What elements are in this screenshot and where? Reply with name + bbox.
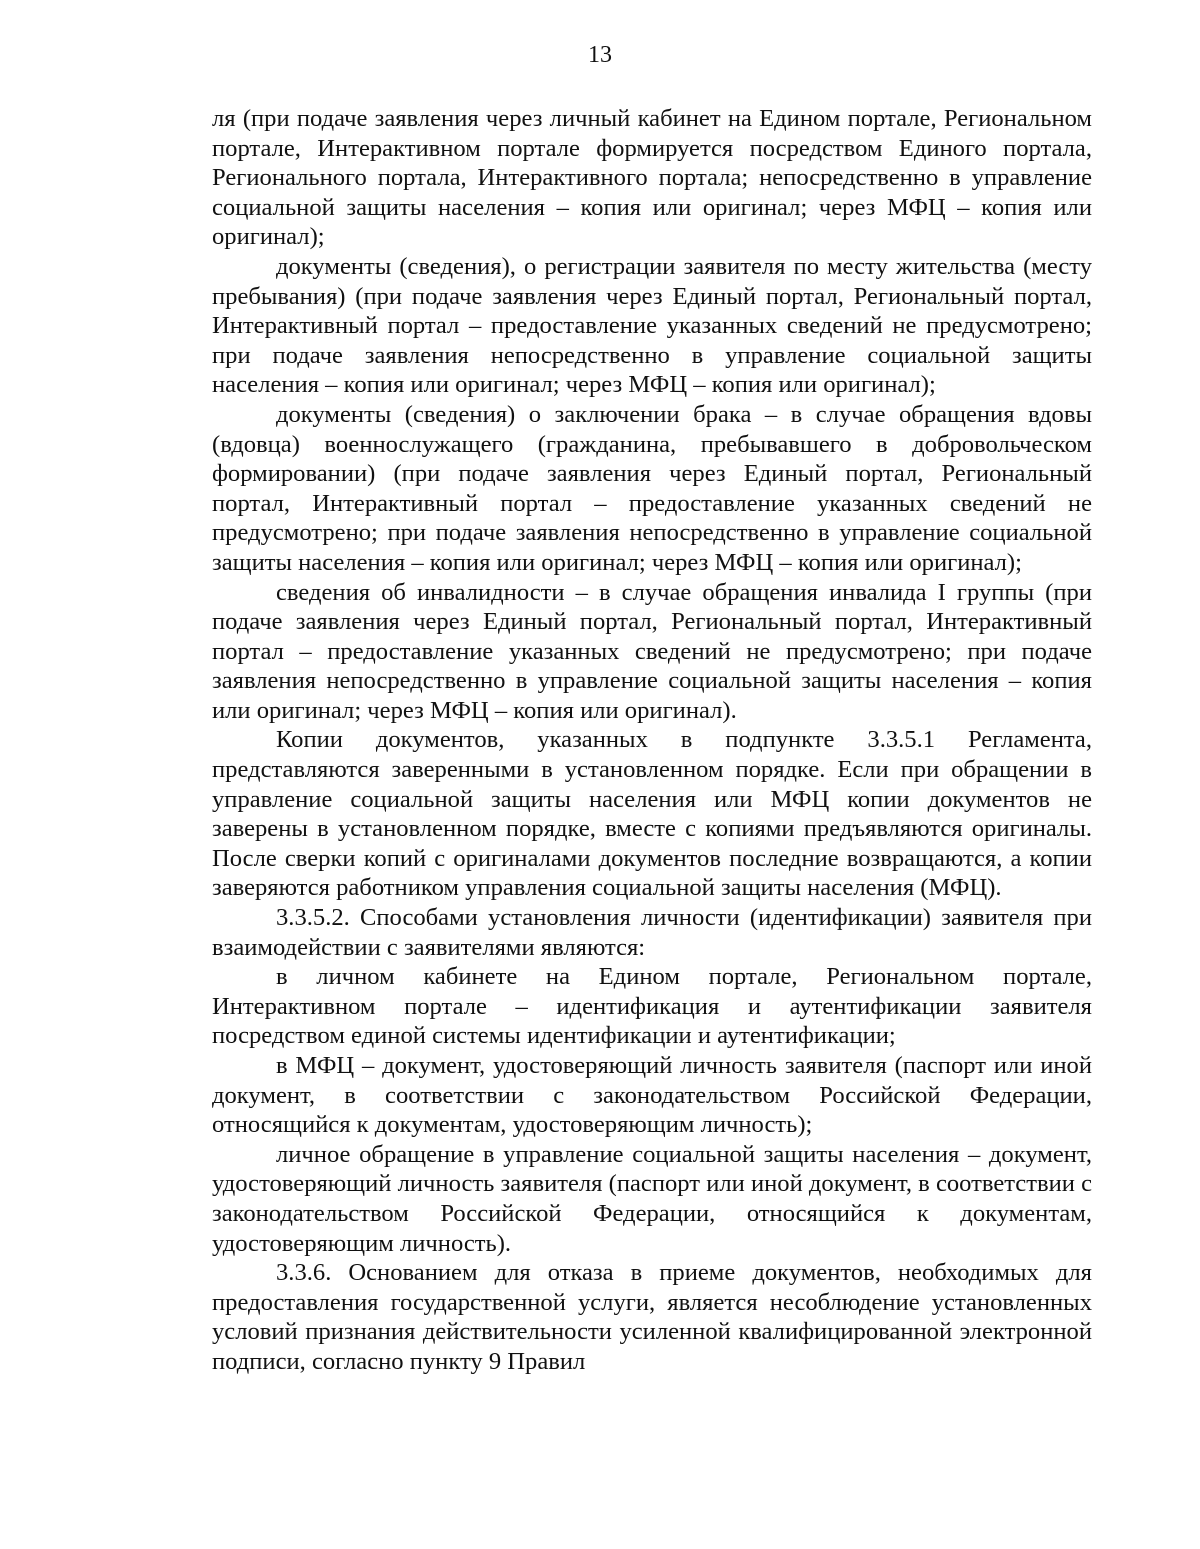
paragraph-5: Копии документов, указанных в подпункте 3.3.5.1 Регламента, представляются заверенными в установленном порядке. Если при обращении в управление социальной защиты населения или МФЦ копии документов не заверены в установленном порядке, вместе с копиями предъявляются оригиналы. После сверки копий с оригиналами документов последние возвращаются, а копии заверяются работником управления социальной защиты населения (МФЦ). (212, 726, 1092, 902)
paragraph-10: 3.3.6. Основанием для отказа в приеме документов, необходимых для предоставления государственной услуги, является несоблюдение установленных условий признания действительности усиленной квалифицированной электронной подписи, согласно пункту 9 Правил (212, 1259, 1092, 1375)
paragraph-4: сведения об инвалидности – в случае обращения инвалида I группы (при подаче заявления через Единый портал, Региональный портал, Интерактивный портал – предоставление указанных сведений не предусмотрено; при подаче заявления непосредственно в управление социальной защиты населения – копия или оригинал; через МФЦ – копия или оригинал). (212, 578, 1092, 724)
document-body (212, 104, 1092, 1377)
paragraph-3: документы (сведения) о заключении брака – в случае обращения вдовы (вдовца) военнослужащего (гражданина, пребывавшего в добровольческом формировании) (при подаче заявления через Единый портал, Региональный портал, Интерактивный портал – предоставление указанных сведений не предусмотрено; при подаче заявления непосредственно в управление социальной защиты населения – копия или оригинал; через МФЦ – копия или оригинал); (212, 400, 1092, 576)
paragraph-6: 3.3.5.2. Способами установления личности (идентификации) заявителя при взаимодействии с заявителями являются: (212, 904, 1092, 961)
paragraph-2: документы (сведения), о регистрации заявителя по месту жительства (месту пребывания) (при подаче заявления через Единый портал, Региональный портал, Интерактивный портал – предоставление указанных сведений не предусмотрено; при подаче заявления непосредственно в управление социальной защиты населения – копия или оригинал; через МФЦ – копия или оригинал); (212, 252, 1092, 399)
paragraph-9: личное обращение в управление социальной защиты населения – документ, удостоверяющий личность заявителя (паспорт или иной документ, в соответствии с законодательством Российской Федерации, относящийся к документам, удостоверяющим личность). (212, 1140, 1092, 1257)
paragraph-1: ля (при подаче заявления через личный кабинет на Едином портале, Региональном портале, Интерактивном портале формируется посредством Единого портала, Регионального портала, Интерактивного портала; непосредственно в управление социальной защиты населения – копия или оригинал; через МФЦ – копия или оригинал); (212, 105, 1092, 251)
paragraph-7: в личном кабинете на Едином портале, Региональном портале, Интерактивном портале – идентификация и аутентификации заявителя посредством единой системы идентификации и аутентификации; (212, 963, 1092, 1050)
page-number: 13 (588, 42, 612, 68)
paragraph-8: в МФЦ – документ, удостоверяющий личность заявителя (паспорт или иной документ, в соответствии с законодательством Российской Федерации, относящийся к документам, удостоверяющим личность); (212, 1052, 1092, 1139)
